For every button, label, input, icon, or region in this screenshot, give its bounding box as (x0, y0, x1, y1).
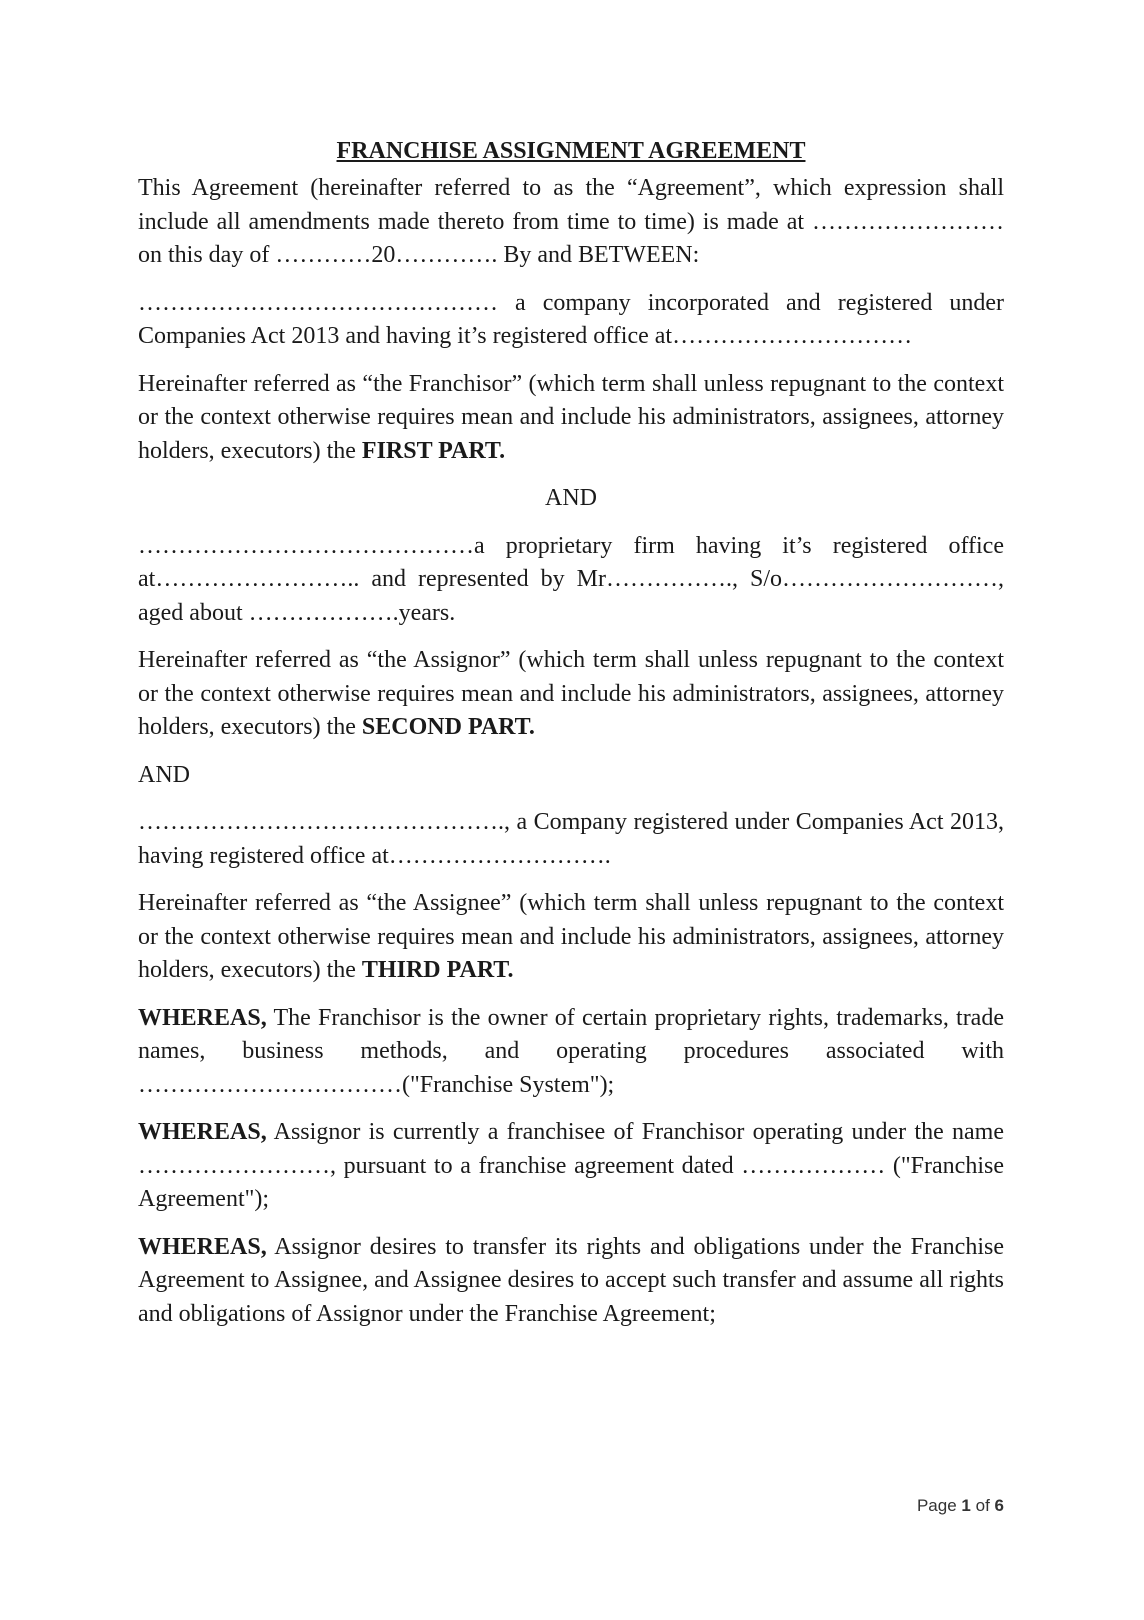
whereas-label-1: WHEREAS, (138, 1004, 267, 1031)
current-page-number: 1 (961, 1496, 971, 1515)
whereas-text-2: Assignor is currently a franchisee of Franchisor operating under the name ……………………, pursuant to a franchise agreement dated ……………… ("Franchise Agreement"); (138, 1119, 1004, 1212)
second-part-label: SECOND PART. (361, 714, 535, 740)
assignee-description-text: Hereinafter referred as “the Assignee” (which term shall unless repugnant to the context or the context otherwise requires mean and include his administrators, assignees, attorney holders, executors) the (138, 890, 1004, 983)
intro-paragraph: This Agreement (hereinafter referred to as the “Agreement”, which expression shall include all amendments made thereto from time to time) is made at ……………………on this day of …………20…………. By and BETWEEN: (138, 175, 1004, 268)
and-separator-2: AND (138, 761, 190, 788)
document-body (138, 134, 1004, 1345)
page-word: Page (916, 1496, 957, 1515)
whereas-clause-2 (138, 1116, 1004, 1217)
assignor-description-text: Hereinafter referred as “the Assignor” (which term shall unless repugnant to the context or the context otherwise requires mean and include his administrators, assignees, attorney holders, executors) the (138, 647, 1004, 740)
page-number-footer (917, 1496, 1004, 1516)
assignee-description-paragraph (138, 887, 1004, 988)
assignor-description-paragraph (138, 644, 1004, 745)
and-separator-1: AND (545, 485, 597, 511)
whereas-label-3: WHEREAS, (138, 1233, 267, 1260)
whereas-clause-1 (138, 1002, 1004, 1103)
franchisor-description-paragraph (138, 368, 1004, 469)
franchisor-party-paragraph: ……………………………………… a company incorporated and registered under Companies Act 2013 and having it’s registered office at………………………… (138, 289, 1004, 349)
of-word: of (975, 1496, 990, 1515)
document-title: FRANCHISE ASSIGNMENT AGREEMENT (336, 138, 806, 164)
assignee-party-paragraph: ………………………………………., a Company registered under Companies Act 2013, having registered office at………………………. (138, 809, 1004, 869)
whereas-text-1: The Franchisor is the owner of certain proprietary rights, trademarks, trade names, business methods, and operating procedures associated with ……………………………("Franchise System"); (138, 1004, 1004, 1098)
whereas-text-3: Assignor desires to transfer its rights and obligations under the Franchise Agreement to Assignee, and Assignee desires to accept such transfer and assume all rights and obligations of Assignor under the Franchise Agreement; (138, 1233, 1004, 1327)
third-part-label: THIRD PART. (361, 957, 514, 983)
total-pages-number: 6 (994, 1496, 1004, 1515)
assignor-party-paragraph: ……………………………………a proprietary firm having it’s registered office at…………………….. and represented by Mr……………., S/o………………………, aged about ……………….years. (138, 532, 1004, 626)
first-part-label: FIRST PART. (361, 437, 506, 464)
franchisor-description-text: Hereinafter referred as “the Franchisor” (which term shall unless repugnant to the context or the context otherwise requires mean and include his administrators, assignees, attorney holders, executors) the (138, 370, 1004, 464)
whereas-clause-3 (138, 1231, 1004, 1332)
whereas-label-2: WHEREAS, (138, 1119, 267, 1145)
